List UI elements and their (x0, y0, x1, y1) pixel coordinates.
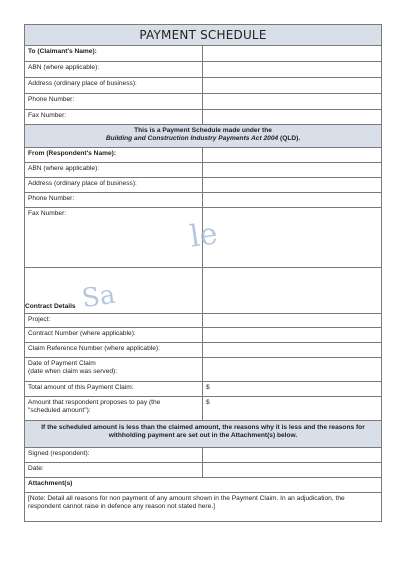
claimant-abn-row (25, 61, 381, 77)
scheduled-amount-label (25, 397, 203, 420)
respondent-fax-row (25, 207, 381, 267)
total-claim-row (25, 381, 381, 396)
claimant-phone-row (25, 93, 381, 109)
reasons-note: If the scheduled amount is less than the claimed amount, the reasons why it is less and the reasons for withholding payment are set out in the Attachment(s) below. (25, 421, 381, 447)
claimant-name-field[interactable] (203, 46, 381, 61)
attachments-note-row (25, 492, 381, 521)
contract-details-field[interactable] (203, 268, 381, 313)
claimant-phone-field[interactable] (203, 94, 381, 109)
respondent-name-field[interactable] (203, 148, 381, 162)
attachments-heading-row (25, 477, 381, 492)
respondent-abn-label: ABN (where applicable): (25, 163, 203, 177)
respondent-address-row (25, 177, 381, 192)
payment-schedule-form (24, 24, 382, 522)
page-title: PAYMENT SCHEDULE (25, 25, 381, 45)
claim-date-field[interactable] (203, 358, 381, 381)
scheduled-amount-field[interactable] (203, 397, 381, 420)
act-name: Building and Construction Industry Payments Act 2004 (105, 135, 279, 142)
signed-label: Signed (respondent): (25, 448, 203, 462)
respondent-phone-field[interactable] (203, 193, 381, 207)
contract-number-label: Contract Number (where applicable): (25, 328, 203, 342)
respondent-abn-field[interactable] (203, 163, 381, 177)
date-label: Date: (25, 463, 203, 477)
respondent-name-label: From (Respondent's Name): (25, 148, 203, 162)
claimant-phone-label: Phone Number: (25, 94, 203, 109)
respondent-phone-label: Phone Number: (25, 193, 203, 207)
claim-reference-row (25, 342, 381, 357)
respondent-phone-row (25, 192, 381, 207)
total-claim-field[interactable] (203, 382, 381, 396)
statement-line-1: This is a Payment Schedule made under the (134, 127, 272, 134)
attachments-note[interactable]: [Note: Detail all reasons for non payment of any amount shown in the Payment Claim. In an adjudication, the respondent cannot raise in defence any reason not stated here.] (28, 495, 345, 510)
claimant-fax-label: Fax Number: (25, 110, 203, 124)
claim-reference-field[interactable] (203, 343, 381, 357)
respondent-name-row (25, 147, 381, 162)
act-statement (25, 125, 381, 147)
claimant-name-label: To (Claimant's Name): (25, 46, 203, 61)
act-state: (QLD). (278, 135, 301, 142)
claim-date-row (25, 357, 381, 381)
scheduled-amount-row (25, 396, 381, 420)
claimant-abn-label: ABN (where applicable): (25, 62, 203, 77)
total-claim-currency: $ (206, 384, 210, 391)
statement-line-2 (28, 135, 378, 143)
claim-date-label-line-2: (date when claim was served): (28, 368, 118, 375)
contract-details-row (25, 267, 381, 313)
claimant-fax-row (25, 109, 381, 124)
claim-date-label (25, 358, 203, 381)
claimant-fax-field[interactable] (203, 110, 381, 124)
claim-reference-label: Claim Reference Number (where applicable): (25, 343, 203, 357)
claimant-abn-field[interactable] (203, 62, 381, 77)
total-claim-label: Total amount of this Payment Claim: (25, 382, 203, 396)
project-field[interactable] (203, 314, 381, 327)
contract-details-label: Contract Details (25, 303, 76, 310)
sample-watermark-2: Sa (80, 279, 118, 315)
contract-details-heading (25, 268, 203, 313)
sample-watermark-1: le (187, 216, 220, 255)
project-row (25, 313, 381, 327)
scheduled-amount-currency: $ (206, 399, 210, 406)
claim-date-label-line-1: Date of Payment Claim (28, 360, 96, 367)
title-row (25, 25, 381, 45)
statement-row (25, 124, 381, 147)
signed-row (25, 447, 381, 462)
claimant-address-label: Address (ordinary place of business): (25, 78, 203, 93)
respondent-fax-label: Fax Number: (25, 208, 203, 267)
contract-number-row (25, 327, 381, 342)
date-row (25, 462, 381, 477)
claimant-name-row (25, 45, 381, 61)
scheduled-amount-label-line-2: "scheduled amount"): (28, 407, 91, 414)
signed-field[interactable] (203, 448, 381, 462)
respondent-fax-field[interactable] (203, 208, 381, 267)
scheduled-amount-label-line-1: Amount that respondent proposes to pay (the (28, 399, 161, 406)
project-label: Project: (25, 314, 203, 327)
contract-number-field[interactable] (203, 328, 381, 342)
respondent-abn-row (25, 162, 381, 177)
attachments-heading: Attachment(s) (28, 480, 73, 487)
claimant-address-row (25, 77, 381, 93)
respondent-address-label: Address (ordinary place of business): (25, 178, 203, 192)
respondent-address-field[interactable] (203, 178, 381, 192)
claimant-address-field[interactable] (203, 78, 381, 93)
reasons-note-row (25, 420, 381, 447)
date-field[interactable] (203, 463, 381, 477)
